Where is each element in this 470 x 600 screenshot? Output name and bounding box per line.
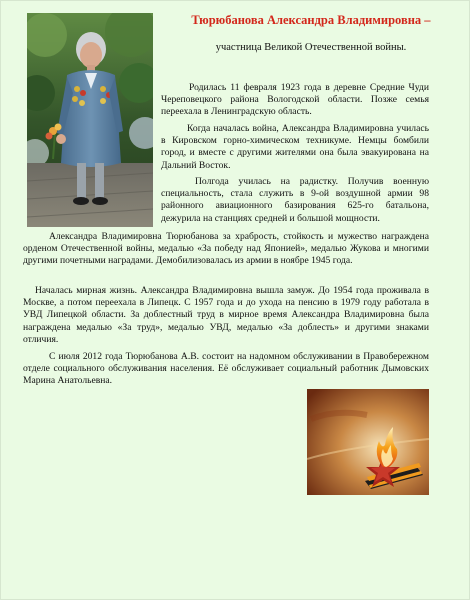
- eternal-flame-image: [307, 389, 429, 495]
- paragraph-war-start: Когда началась война, Александра Владимировна училась в Кировском горно-химическом техникуме. Немцы бомбили город, и вместе с другими жителями она была эвакуирована на Дальний Восток.: [161, 123, 429, 171]
- portrait-illustration: [27, 13, 153, 227]
- document-subtitle: участница Великой Отечественной войны.: [215, 42, 407, 53]
- paragraph-service: Полгода училась на радистку. Получив военную специальность, стала служить в 9-ой воздушной армии 98 районного авиационного базирования 625-го батальона, дежурила на станциях средней и большой мощности.: [161, 176, 429, 224]
- portrait-photo: [27, 13, 153, 227]
- paragraph-peaceful-life: Началась мирная жизнь. Александра Владимировна вышла замуж. До 1954 года проживала в Москве, а потом переехала в Липецк. С 1957 года и до ухода на пенсию в 1979 году работала в УВД Липецкой области. За доблестный труд в мирное время Александра Владимировна была награждена медалью «За труд», медалью УВД, медалью «За доблесть» и другими знаками отличия.: [23, 285, 429, 345]
- paragraph-social-service: С июля 2012 года Тюрюбанова А.В. состоит на надомном обслуживании в Правобережном отделе социального обслуживания населения. Её обслуживает социальный работник Дымовских Марина Анатольевна.: [23, 351, 429, 387]
- paragraph-awards: Александра Владимировна Тюрюбанова за храбрость, стойкость и мужество награждена орденом Отечественной войны, медалью «За победу над Японией», медалью Жукова и многими другими почетными наградами. Демобилизовалась из армии в ноябре 1945 года.: [23, 231, 429, 267]
- paragraph-birth: Родилась 11 февраля 1923 года в деревне Средние Чуди Череповецкого района Вологодской области. Позже семья переехала в Ленинградскую область.: [161, 82, 429, 118]
- document-title: Тюрюбанова Александра Владимировна –: [191, 13, 431, 27]
- eternal-flame-illustration: [307, 389, 429, 495]
